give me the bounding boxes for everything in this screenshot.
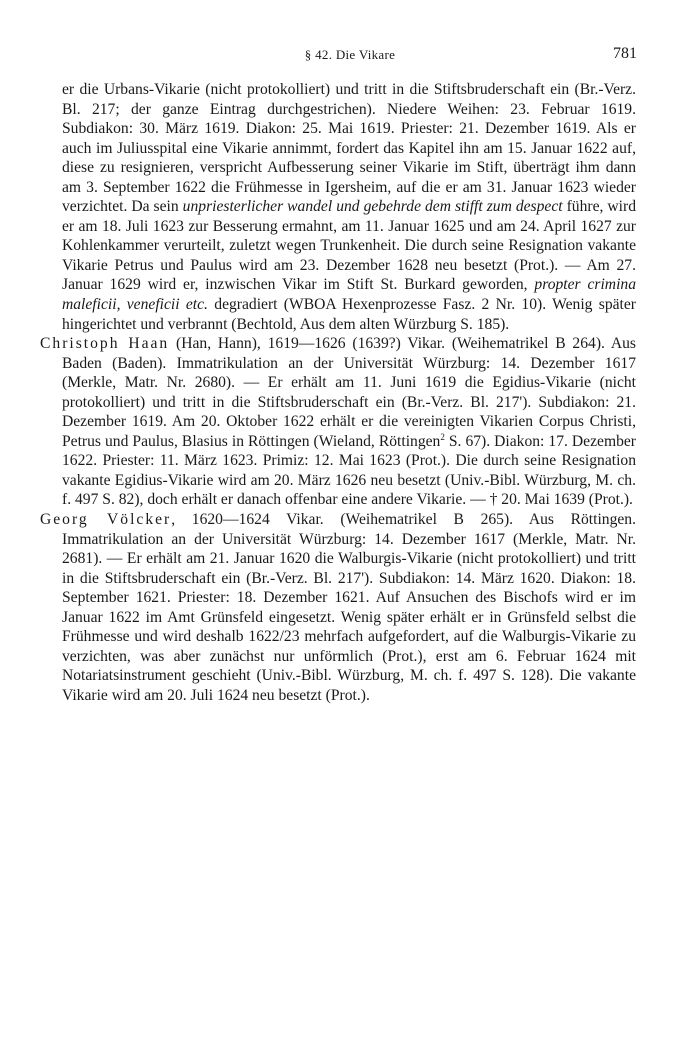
text-run: führe, wird er am 18. Juli 1623 zur Besserung ermahnt, am 11. Januar 1625 und am 24. April 1627 zur Kohlenkammer verurteilt, zuletzt wegen Trunkenheit. Die durch seine Resignation vakante Vikarie Petrus und Paulus wird am 23. Dezember 1628 neu besetzt (Prot.). — Am 27. Januar 1629 wird er, inzwischen Vikar im Stift St. Burkard geworden, — [62, 198, 636, 294]
entry-name: Georg Völcker — [40, 511, 172, 529]
text-run: degradiert (WBOA Hexenprozesse Fasz. 2 Nr. 10). Wenig später hingerichtet und verbrannt (Bechtold, Aus dem alten Würzburg S. 185). — [62, 296, 636, 333]
paragraph-continuation — [62, 80, 636, 334]
text-body — [40, 80, 636, 706]
text-run: er die Urbans-Vikarie (nicht protokolliert) und tritt in die Stiftsbruderschaft ein (Br.-Verz. Bl. 217; der ganze Eintrag durchgestrichen). Niedere Weihen: 23. Februar 1619. Subdiakon: 30. März 1619. Diakon: 25. Mai 1619. Priester: 21. Dezember 1619. Als er auch im Juliusspital eine Vikarie annimmt, fordert das Kapitel ihn am 15. Januar 1622 auf, diese zu resignieren, verspricht Aufbesserung seiner Vikarie im Stift, überträgt ihm dann am 3. September 1622 die Frühmesse in Igersheim, auf die er am 31. Januar 1623 wieder verzichtet. Da sein — [62, 81, 636, 216]
text-run: S. 67). Diakon: 17. Dezember 1622. Priester: 11. März 1623. Primiz: 12. Mai 1623 (Prot.). Die durch seine Resignation vakante Egidius-Vikarie wird am 20. März 1626 neu besetzt (Univ.-Bibl. Würzburg, M. ch. f. 497 S. 82), doch erhält er danach offenbar eine andere Vikarie. — † 20. Mai 1639 (Prot.). — [62, 432, 636, 509]
page-number: 781 — [613, 45, 637, 62]
text-run: , 1620—1624 Vikar. (Weihematrikel B 265). Aus Röttingen. Immatrikulation an der Universität Würzburg: 14. Dezember 1617 (Merkle, Matr. Nr. 2681). — Er erhält am 21. Januar 1620 die Walburgis-Vikarie (nicht protokolliert) und tritt in die Stiftsbruderschaft ein (Br.-Verz. Bl. 217'). Subdiakon: 14. März 1620. Diakon: 18. September 1621. Priester: 18. Dezember 1621. Auf Ansuchen des Bischofs wird er im Januar 1622 im Amt Grünsfeld eingesetzt. Wenig später erhält er in Grünsfeld selbst die Frühmesse und wird deshalb 1622/23 mehrfach aufgefordert, auf die Walburgis-Vikarie zu verzichten, was aber zunächst nur unförmlich (Prot.), erst am 6. Februar 1624 mit Notariatsinstrument geschieht (Univ.-Bibl. Würzburg, M. ch. f. 497 S. 128). Die vakante Vikarie wird am 20. Juli 1624 neu besetzt (Prot.). — [62, 511, 636, 704]
entry-georg-voelcker — [40, 510, 636, 705]
entry-name: Christoph Haan — [40, 335, 170, 353]
text-run: (Han, Hann), 1619—1626 (1639?) Vikar. (Weihematrikel B 264). Aus Baden (Baden). Immatrikulation an der Universität Würzburg: 14. Dezember 1617 (Merkle, Matr. Nr. 2680). — Er erhält am 11. Juni 1619 die Egidius-Vikarie (nicht protokolliert) und tritt in die Stiftsbruderschaft ein (Br.-Verz. Bl. 217'). Subdiakon: 21. Dezember 1619. Am 20. Oktober 1622 erhält er die vereinigten Vikarien Corpus Christi, Petrus und Paulus, Blasius in Röttingen (Wieland, Röttingen — [62, 335, 636, 450]
page-header — [63, 45, 637, 65]
superscript: 2 — [440, 431, 445, 442]
quote-italic: unpriesterlicher wandel und gebehrde dem stifft zum despect — [182, 198, 563, 216]
running-head: § 42. Die Vikare — [304, 47, 396, 62]
quote-italic: propter crimina maleficii, veneficii etc. — [62, 276, 636, 314]
entry-christoph-haan — [40, 334, 636, 510]
